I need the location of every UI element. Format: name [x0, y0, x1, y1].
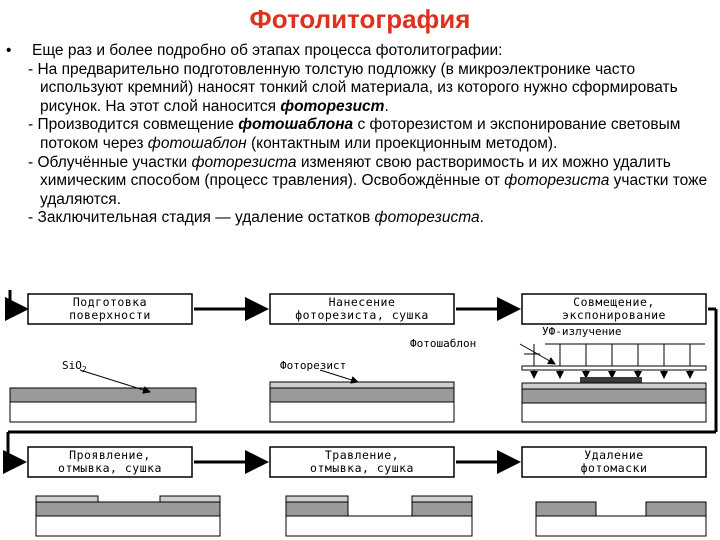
stage-label-etch: Травление, отмывка, сушка	[310, 448, 414, 475]
list-item-final	[10, 209, 714, 228]
stage-label-remove: Удаление фотомаски	[580, 448, 648, 475]
uv-label: УФ-излучение	[542, 325, 622, 338]
list-item-substrate	[10, 61, 714, 117]
cross-section-remove	[536, 502, 706, 536]
sio2-label: SiO$_2$	[62, 359, 87, 375]
item-text: (контактным или проекционным методом).	[246, 134, 558, 152]
cross-section-prep	[10, 370, 196, 422]
item-emphasis: фотошаблон	[147, 134, 247, 152]
stage-label-prep: Подготовка поверхности	[69, 295, 151, 322]
stage-label-develop: Проявление, отмывка, сушка	[58, 448, 162, 475]
process-diagram	[0, 282, 720, 540]
item-text: изменяют свою растворимость и их можно удалить химическим способом (процесс травления). Освобождённые от	[40, 153, 671, 190]
item-text: с фоторезистом и экспонирование световым потоком через	[40, 116, 681, 152]
bullet-marker: •	[6, 42, 12, 59]
text-block	[6, 42, 714, 228]
item-emphasis: фоторезист	[280, 97, 385, 115]
item-text: - Производится совмещение	[28, 116, 239, 134]
item-text: .	[479, 209, 484, 227]
item-text: .	[384, 97, 389, 115]
page-title: Фотолитография	[249, 4, 471, 34]
item-text: участки тоже удаляются.	[40, 172, 708, 208]
intro-text: Еще раз и более подробно об этапах процесса фотолитографии:	[32, 42, 503, 59]
item-text: - На предварительно подготовленную толстую подложку (в микроэлектронике часто используют кремний) наносят тонкий слой материала, из которого нужно сформировать рисунок. На этот слой наносится	[28, 60, 678, 115]
item-emphasis: фоторезиста	[191, 153, 297, 171]
cross-section-develop	[36, 496, 220, 536]
photoresist-label: Фоторезист	[280, 359, 347, 372]
item-text: - Заключительная стадия — удаление остатков	[28, 209, 375, 227]
stage-label-expose: Совмещение, экспонирование	[562, 295, 666, 322]
list-item-align	[10, 116, 714, 153]
stage-label-coat: Нанесение фоторезиста, сушка	[295, 295, 429, 322]
item-emphasis: фоторезиста	[504, 172, 610, 190]
cross-section-etch	[286, 496, 472, 536]
cross-section-coat	[270, 370, 454, 422]
item-emphasis: фотошаблона	[238, 116, 354, 134]
list-item-etch	[10, 154, 714, 210]
item-text: - Облучённые участки	[28, 153, 192, 171]
item-emphasis: фоторезиста	[374, 209, 480, 227]
photomask-label: Фотошаблон	[410, 337, 477, 350]
intro-bullet	[6, 42, 714, 61]
cross-section-expose	[520, 344, 706, 422]
